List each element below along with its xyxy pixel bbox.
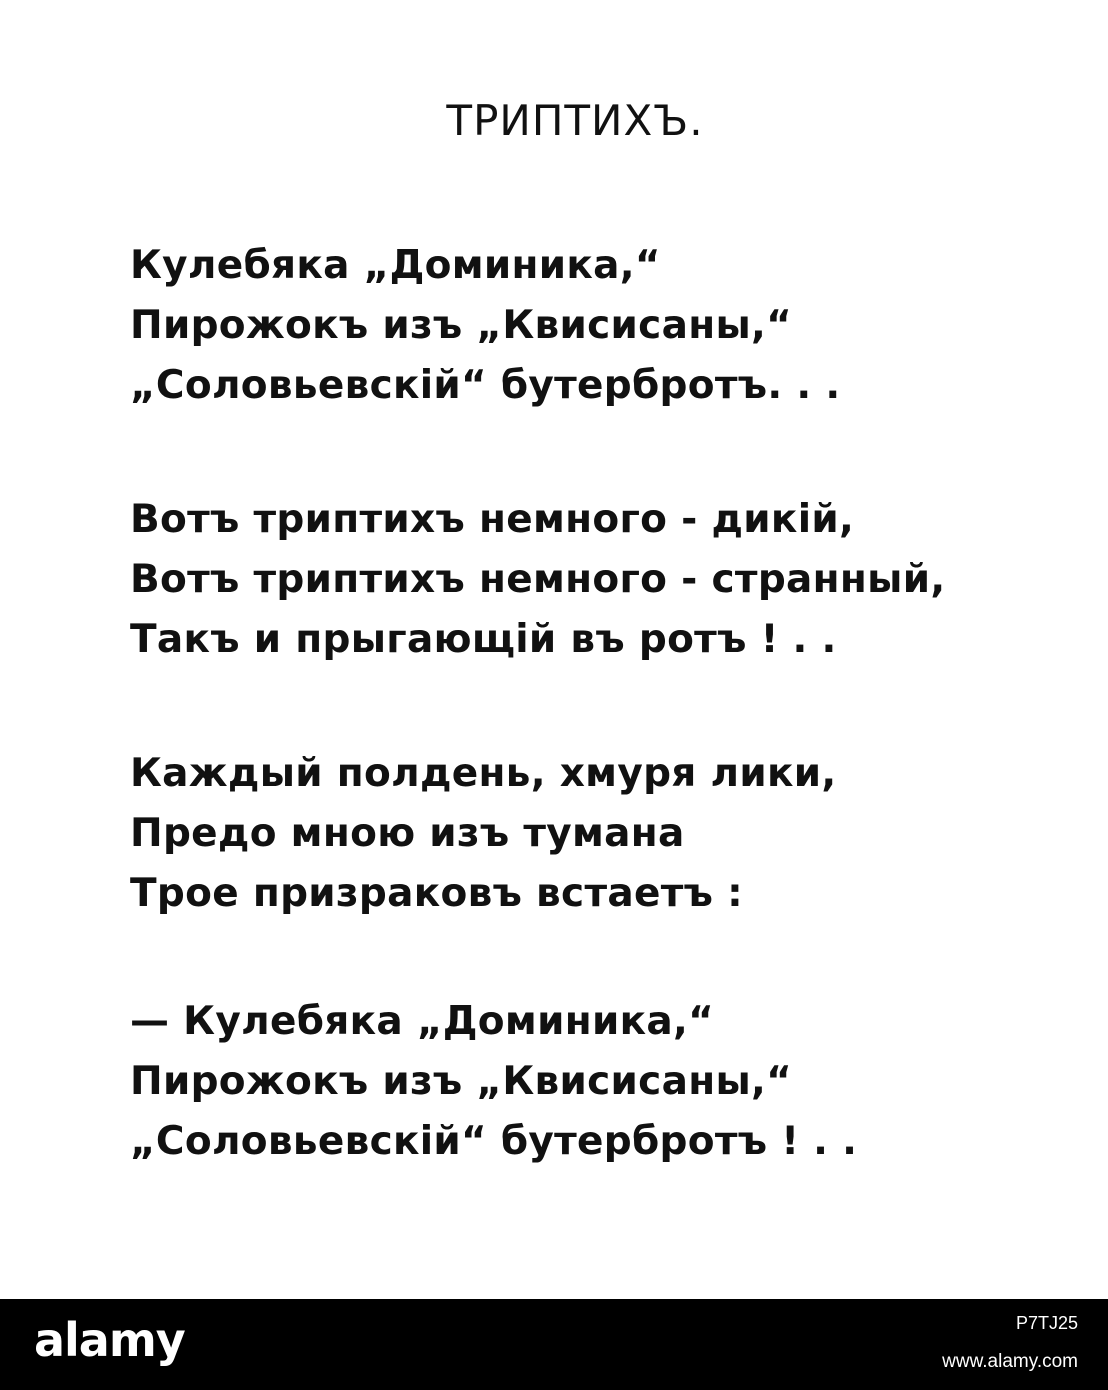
poem-line: Каждый полдень, хмуря лики, xyxy=(130,751,837,796)
poem-line: Пирожокъ изъ „Квисисаны,“ xyxy=(130,1059,793,1104)
poem-line: Пирожокъ изъ „Квисисаны,“ xyxy=(130,303,793,348)
poem-line: Такъ и прыгающій въ ротъ ! . . xyxy=(130,617,837,662)
image-id: P7TJ25 xyxy=(1015,1313,1078,1333)
poem-line: „Соловьевскій“ бутербротъ ! . . xyxy=(130,1119,858,1164)
poem-line: Кулебяка „Доминика,“ xyxy=(130,243,661,288)
stanza-4 xyxy=(130,992,1070,1172)
poem-line: Трое призраковъ встаетъ : xyxy=(130,871,744,916)
alamy-logo: alamy xyxy=(34,1313,185,1367)
stanza-1 xyxy=(130,236,1070,416)
watermark-bar xyxy=(0,1299,1108,1390)
poem-title: ТРИПТИХЪ. xyxy=(446,96,704,145)
stanza-2 xyxy=(130,490,1070,670)
poem-line: Предо мною изъ тумана xyxy=(130,811,685,856)
site-url: www.alamy.com xyxy=(942,1351,1078,1372)
poem-line: — Кулебяка „Доминика,“ xyxy=(130,999,715,1044)
poem-line: „Соловьевскій“ бутербротъ. . . xyxy=(130,363,841,408)
stanza-3 xyxy=(130,744,1070,924)
poem-line: Вотъ триптихъ немного - странный, xyxy=(130,557,946,602)
poem-line: Вотъ триптихъ немного - дикій, xyxy=(130,497,855,542)
